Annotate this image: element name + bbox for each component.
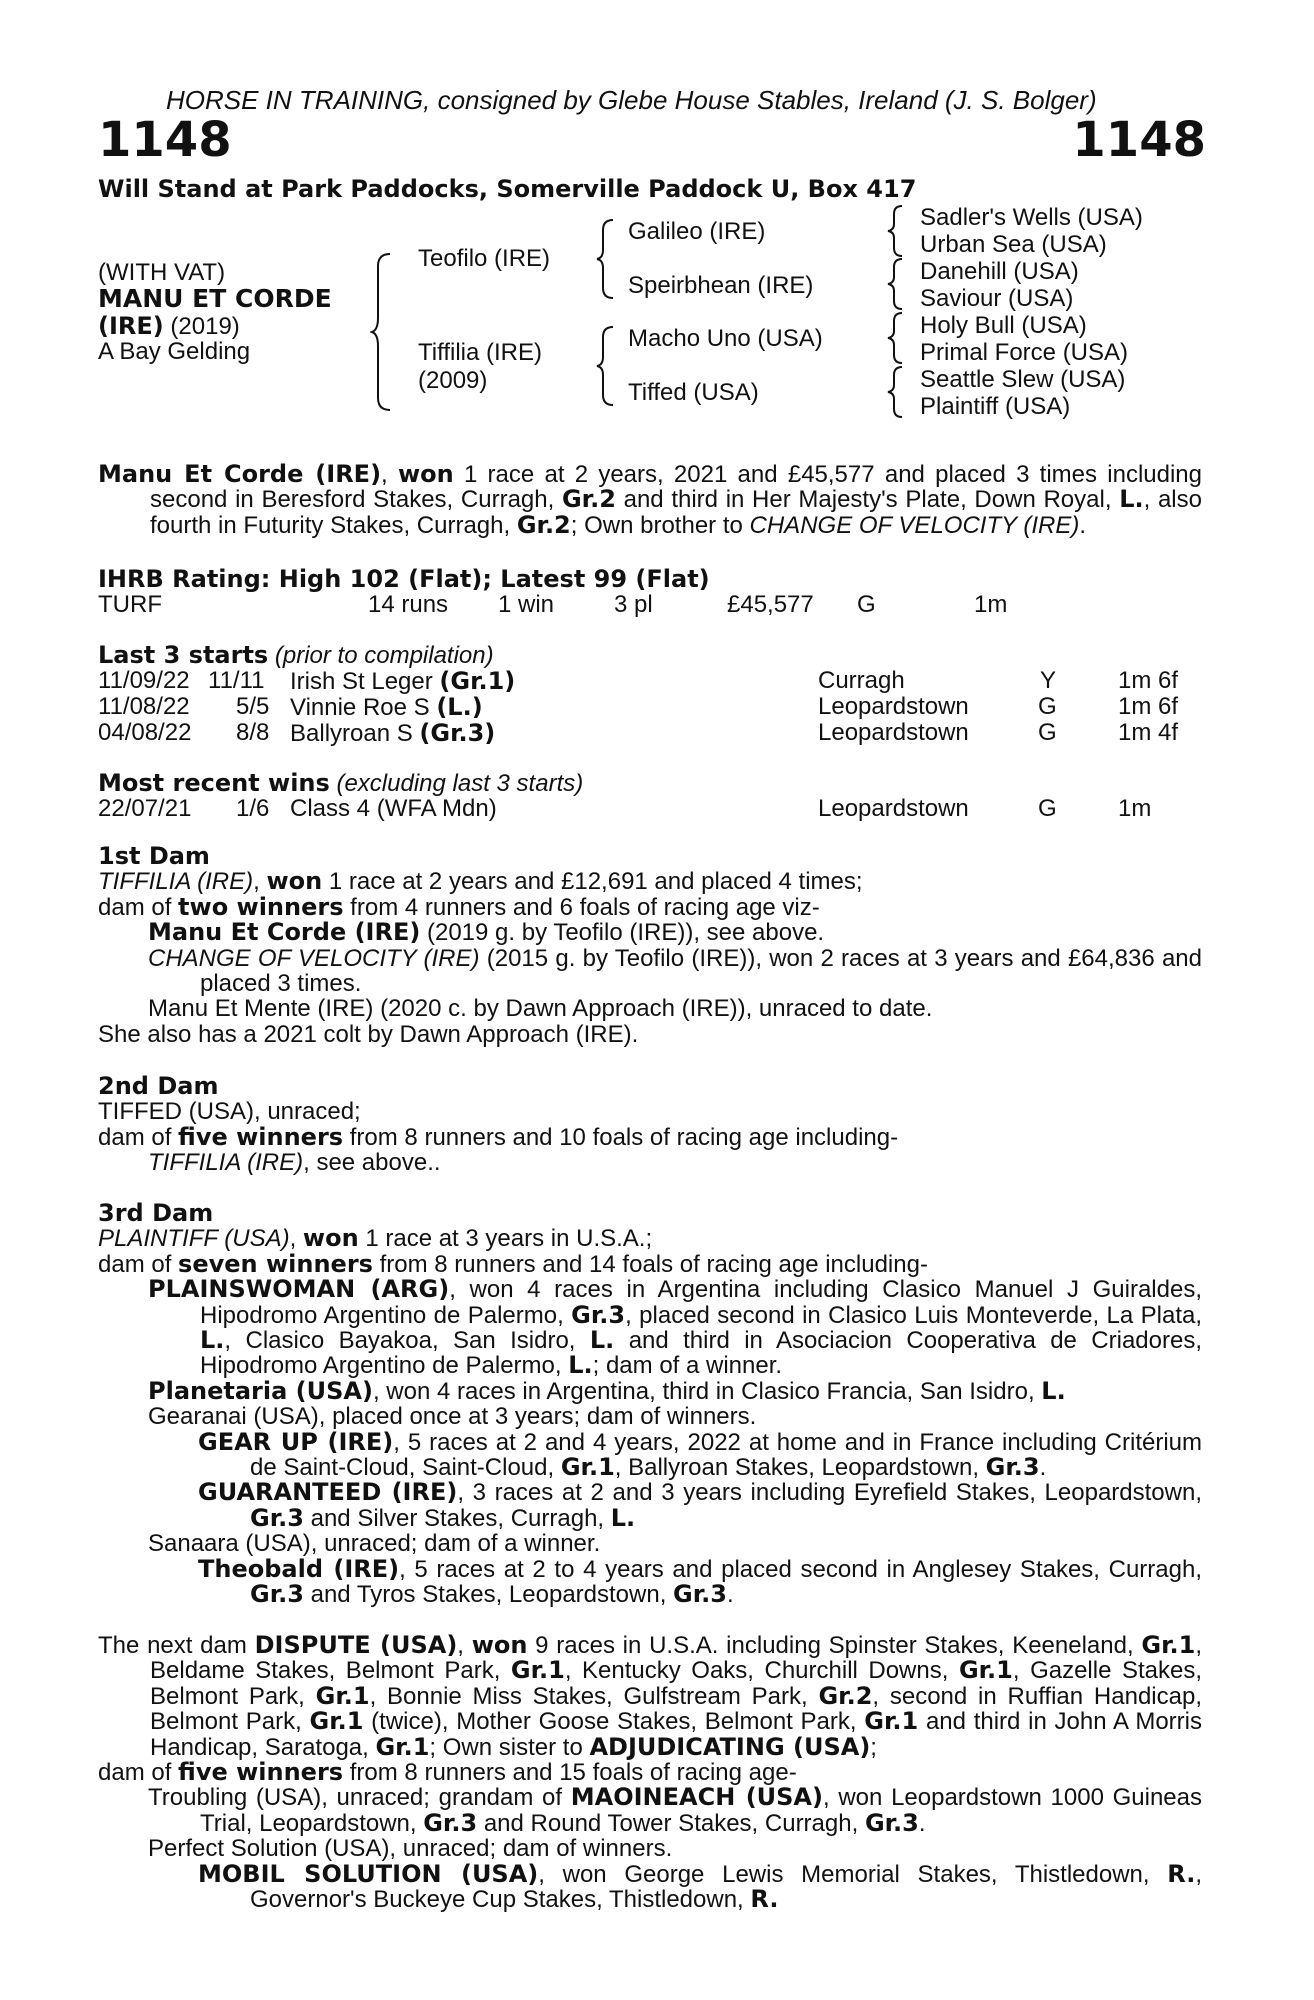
dam-name: Tiffilia (IRE): [418, 339, 543, 366]
recent-title: Most recent wins (excluding last 3 starts): [98, 769, 584, 797]
vat-note: (WITH VAT): [98, 259, 226, 286]
next-dam-section: The next dam DISPUTE (USA), won 9 races in U.S.A. including Spinster Stakes, Keeneland, Gr.1, Beldame Stakes, Belmont Park, Gr.1, Kentucky Oaks, Churchill Downs, Gr.1, Gazelle Stakes, Belmont Park, Gr.1, Bonnie Miss Stakes, Gulfstream Park, Gr.2, second in Ruffian Handicap, Belmont Park, Gr.1 (twice), Mother Goose Stakes, Belmont Park, Gr.1 and third in John A Morris Handicap, Saratoga, Gr.1; Own sister to ADJUDICATING (USA); dam of five winners from 8 runners and 15 foals of racing age- Troubling (USA), unraced; grandam of MAOINEACH (USA), won Leopardstown 1000 Guineas Trial, Leopardstown, Gr.3 and Round Tower Stakes, Curragh, Gr.3. Perfect Solution (USA), unraced; dam of winners. MOBIL SOLUTION (USA), won George Lewis Memorial Stakes, Thistledown, R., Governor's Buckeye Cup Stakes, Thistledown, R.: [98, 1631, 1203, 1914]
rating-going: G: [857, 591, 876, 618]
rating-surface: TURF: [98, 591, 162, 618]
sire-name: Teofilo (IRE): [418, 245, 551, 272]
horse-name: MANU ET CORDE: [98, 284, 332, 313]
pedigree-brace-dam: [595, 325, 617, 407]
stand-location: Will Stand at Park Paddocks, Somerville Paddock U, Box 417: [98, 175, 917, 203]
consignment-line: HORSE IN TRAINING, consigned by Glebe House Stables, Ireland (J. S. Bolger): [166, 85, 1097, 115]
gg-5: Holy Bull (USA): [920, 312, 1087, 339]
pedigree-brace-sire: [595, 218, 617, 300]
gg-8: Plaintiff (USA): [920, 393, 1071, 420]
pedigree-brace-gs2: [886, 311, 906, 365]
third-dam-section: 3rd Dam PLAINTIFF (USA), won 1 race at 3 years in U.S.A.; dam of seven winners from 8 runners and 14 foals of racing age including- PLAINSWOMAN (ARG), won 4 races in Argentina including Clasico Manuel J Guiraldes, Hipodromo Argentino de Palermo, Gr.3, placed second in Clasico Luis Monteverde, La Plata, L., Clasico Bayakoa, San Isidro, L. and third in Asociacion Cooperativa de Criadores, Hipodromo Argentino de Palermo, L.; dam of a winner. Planetaria (USA), won 4 races in Argentina, third in Clasico Francia, San Isidro, L. Gearanai (USA), placed once at 3 years; dam of winners. GEAR UP (IRE), 5 races at 2 and 4 years, 2022 at home and in France including Critérium de Saint-Cloud, Saint-Cloud, Gr.1, Ballyroan Stakes, Leopardstown, Gr.3. GUARANTEED (IRE), 3 races at 2 and 3 years including Eyrefield Stakes, Leopardstown, Gr.3 and Silver Stakes, Curragh, L. Sanaara (USA), unraced; dam of a winner. Theobald (IRE), 5 races at 2 to 4 years and placed second in Anglesey Stakes, Curragh, Gr.3 and Tyros Stakes, Leopardstown, Gr.3.: [98, 1199, 1203, 1609]
sire-dam: Speirbhean (IRE): [628, 272, 814, 299]
sire-sire: Galileo (IRE): [628, 218, 766, 245]
rating-title: IHRB Rating: High 102 (Flat); Latest 99 (Flat): [98, 565, 710, 593]
second-dam-section: 2nd Dam TIFFED (USA), unraced; dam of five winners from 8 runners and 10 foals of racing age including- TIFFILIA (IRE), see above..: [98, 1072, 899, 1177]
dam-year: (2009): [418, 367, 488, 394]
gg-4: Saviour (USA): [920, 285, 1074, 312]
rating-places: 3 pl: [614, 591, 653, 618]
pedigree-brace-gs1: [886, 204, 906, 258]
horse-description: A Bay Gelding: [98, 338, 251, 365]
pedigree-brace-gd2: [886, 365, 906, 419]
dam-sire: Macho Uno (USA): [628, 325, 823, 352]
race-summary: Manu Et Corde (IRE), won 1 race at 2 years, 2021 and £45,577 and placed 3 times including second in Beresford Stakes, Curragh, Gr.2 and third in Her Majesty's Plate, Down Royal, L., also fourth in Futurity Stakes, Curragh, Gr.2; Own brother to CHANGE OF VELOCITY (IRE).: [98, 460, 1202, 539]
rating-wins: 1 win: [498, 591, 555, 618]
gg-3: Danehill (USA): [920, 258, 1079, 285]
rating-prize: £45,577: [727, 591, 814, 618]
pedigree-brace-main: [370, 252, 394, 412]
pedigree-brace-gd1: [886, 257, 906, 311]
rating-runs: 14 runs: [368, 591, 449, 618]
gg-1: Sadler's Wells (USA): [920, 204, 1143, 231]
horse-origin-year: (IRE) (2019): [98, 312, 240, 340]
gg-6: Primal Force (USA): [920, 339, 1129, 366]
first-dam-section: 1st Dam TIFFILIA (IRE), won 1 race at 2 years and £12,691 and placed 4 times; dam of two winners from 4 runners and 6 foals of racing age viz- Manu Et Corde (IRE) (2019 g. by Teofilo (IRE)), see above. CHANGE OF VELOCITY (IRE) (2015 g. by Teofilo (IRE)), won 2 races at 3 years and £64,836 and placed 3 times. Manu Et Mente (IRE) (2020 c. by Dawn Approach (IRE)), unraced to date. She also has a 2021 colt by Dawn Approach (IRE).: [98, 842, 1202, 1048]
last3-title: Last 3 starts (prior to compilation): [98, 641, 494, 669]
gg-7: Seattle Slew (USA): [920, 366, 1126, 393]
dam-dam: Tiffed (USA): [628, 379, 759, 406]
lot-number-right: 1148: [1072, 112, 1206, 168]
lot-number-left: 1148: [98, 112, 232, 168]
gg-2: Urban Sea (USA): [920, 231, 1107, 258]
rating-dist: 1m: [974, 591, 1008, 618]
